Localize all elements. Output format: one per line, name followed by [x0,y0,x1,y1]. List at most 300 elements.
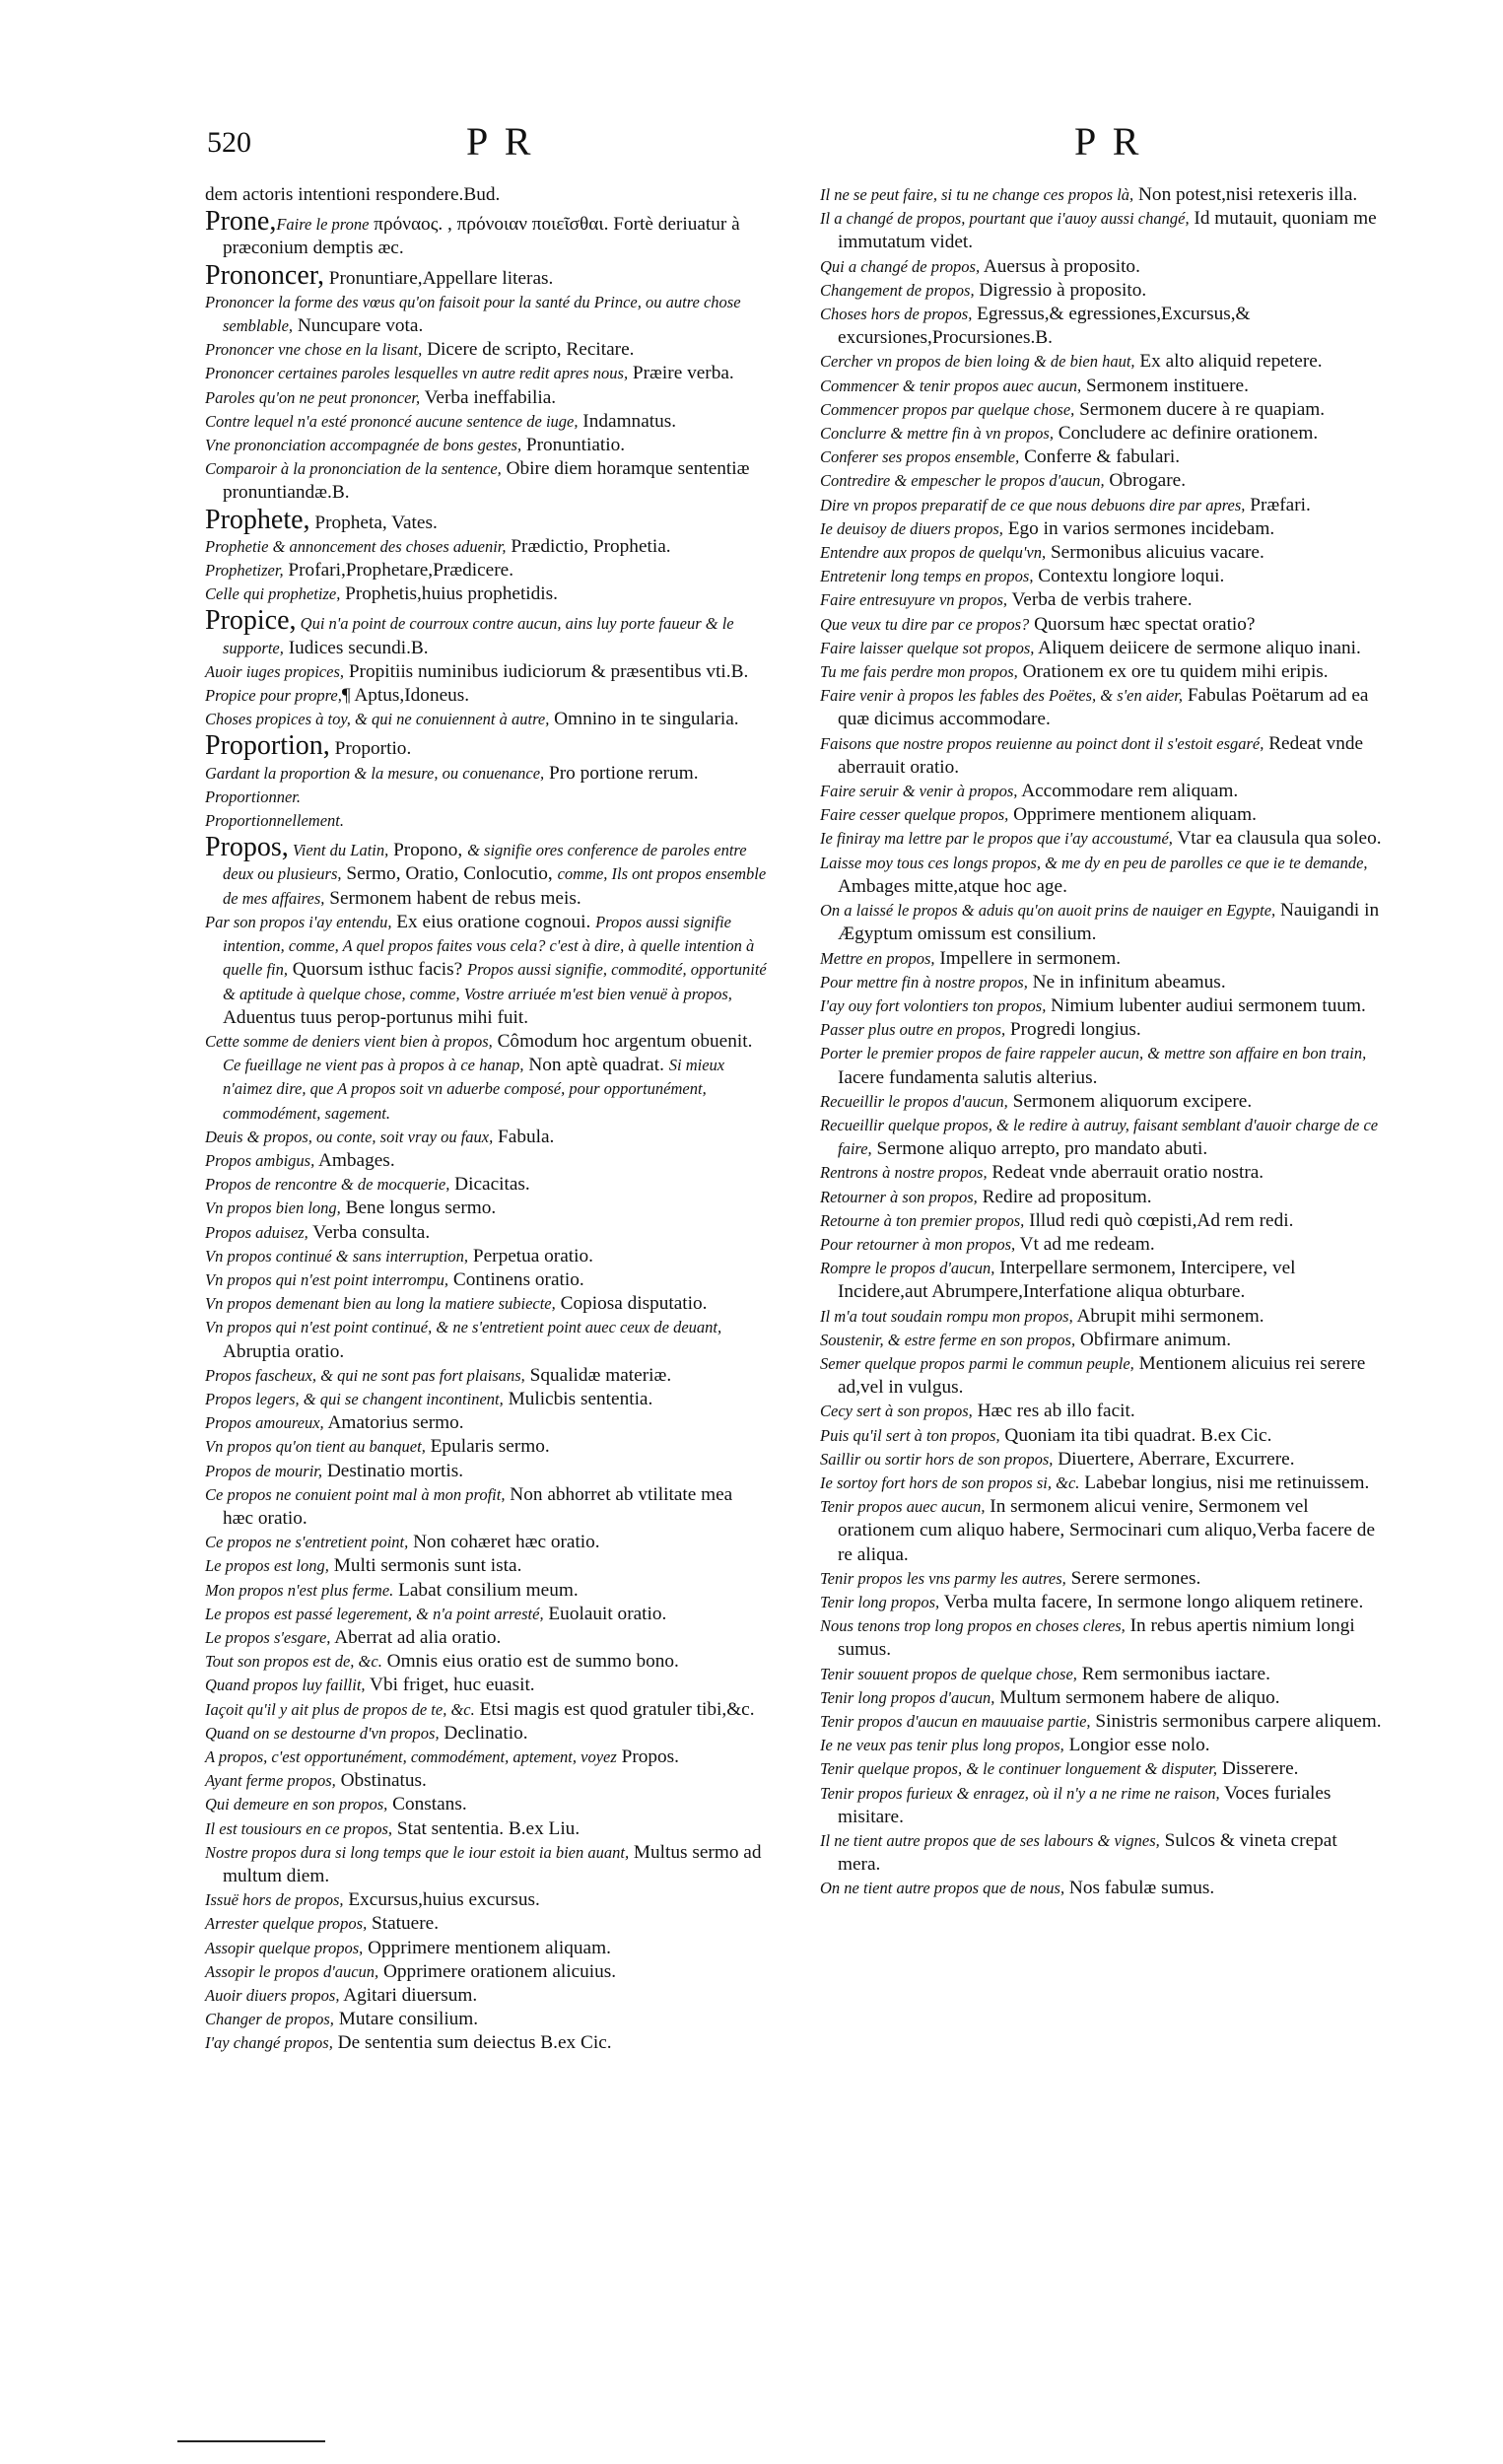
dictionary-entry [820,1161,1382,1185]
latin-gloss: Sermonem ducere à re quapiam. [1074,398,1326,420]
dictionary-entry [205,434,767,457]
french-phrase: Propos de mourir, [205,1461,323,1480]
dictionary-entry [820,517,1382,541]
french-phrase: Celle qui prophetize, [205,584,341,604]
dictionary-entry [205,1388,767,1411]
latin-gloss: Vt ad me redeam. [1015,1233,1155,1255]
latin-gloss: Omnis eius oratio est de summo bono. [381,1651,679,1673]
latin-gloss: Agitari diuersum. [339,1985,478,2007]
latin-gloss: Epularis sermo. [425,1436,550,1458]
dictionary-entry [205,1531,767,1554]
french-phrase: Retourne à ton premier propos, [820,1210,1025,1230]
latin-gloss: Prophetis,huius prophetidis. [340,583,558,605]
latin-gloss: Præire verba. [628,363,734,384]
dictionary-entry [820,565,1382,588]
french-phrase: Recueillir quelque propos, & le redire à autruy, faisant semblant d'auoir charge de ce faire, [820,1115,1379,1159]
dictionary-entry [820,350,1382,374]
dictionary-entry [820,780,1382,803]
french-phrase: Contre lequel n'a esté prononcé aucune sentence de iuge, [205,411,579,431]
latin-gloss: , πρόνοιαν ποιεῖσθαι. Fortè deriuatur à præconium demptis æc. [223,214,740,259]
dictionary-entry [820,1472,1382,1495]
french-phrase: Nostre propos dura si long temps que le iour estoit ia bien auant, [205,1842,630,1862]
latin-gloss: Cômodum hoc argentum obuenit. [492,1030,753,1052]
latin-gloss: Propos. [616,1746,679,1767]
dictionary-entry [205,1030,767,1126]
latin-gloss: Stat sententia. B.ex Liu. [392,1817,581,1839]
dictionary-entry [820,1495,1382,1567]
latin-gloss: Sermonem instituere. [1081,375,1249,396]
french-phrase: Auoir diuers propos, [205,1986,340,2006]
french-phrase: Vn propos qu'on tient au banquet, [205,1437,426,1457]
french-phrase: Tenir long propos d'aucun, [820,1687,995,1707]
dictionary-entry [820,255,1382,279]
dictionary-entry [205,606,767,659]
french-phrase: Vn propos continué & sans interruption, [205,1246,469,1266]
latin-gloss: Fabulas Poëtarum ad ea quæ dicimus accommodare. [838,685,1369,730]
french-phrase: Propos aussi signifie, commodité, opportunité & aptitude à quelque chose, comme, Vostre arriuée m'est bien venuë à propos, [223,960,767,1003]
latin-gloss: Mentionem alicuius rei serere ad,vel in vulgus. [838,1352,1366,1399]
latin-gloss: Redeat vnde aberrauit oratio. [838,732,1364,778]
french-phrase: Ie ne veux pas tenir plus long propos, [820,1736,1064,1755]
latin-gloss: Progredi longius. [1005,1019,1141,1041]
french-phrase: Laisse moy tous ces longs propos, & me dy en peu de parolles ce que ie te demande, [820,853,1368,872]
french-phrase: Propos fascheux, & qui ne sont pas fort plaisans, [205,1365,525,1385]
dictionary-entry [820,1710,1382,1734]
french-phrase: Retourner à son propos, [820,1187,978,1206]
latin-gloss: Profari,Prophetare,Prædicere. [283,560,514,582]
french-phrase: & signifie ores conference de paroles entre deux ou plusieurs, [223,841,747,884]
dictionary-entry [820,684,1382,731]
dictionary-entry [205,1221,767,1245]
french-phrase: Dire vn propos preparatif de ce que nous debuons dire par apres, [820,495,1246,514]
headword: Propos, [205,832,289,863]
french-phrase: Iaçoit qu'il y ait plus de propos de te, &c. [205,1699,475,1719]
latin-gloss: Amatorius sermo. [323,1412,464,1434]
dictionary-entry [820,445,1382,469]
latin-gloss: Obrogare. [1104,470,1187,492]
dictionary-entry [205,1603,767,1626]
headword: Proportion, [205,730,330,762]
latin-gloss: Ego in varios sermones incidebam. [1002,517,1275,539]
french-phrase: Par son propos i'ay entendu, [205,912,392,931]
dictionary-entry [205,1292,767,1316]
latin-gloss: Sinistris sermonibus carpere aliquem. [1090,1711,1382,1732]
dictionary-entry [205,410,767,434]
footer-rule [177,2440,325,2442]
dictionary-entry [820,1686,1382,1710]
dictionary-entry [205,1460,767,1483]
latin-gloss: Non potest,nisi retexeris illa. [1133,184,1358,205]
latin-gloss: Quorsum hæc spectat oratio? [1029,613,1256,635]
dictionary-entry [205,261,767,291]
latin-gloss: Nos fabulæ sumus. [1064,1878,1215,1899]
latin-gloss: Multum sermonem habere de aliquo. [994,1686,1280,1708]
dictionary-entry [820,1734,1382,1757]
dictionary-entry [820,803,1382,827]
french-phrase: Prononcer vne chose en la lisant, [205,340,423,360]
latin-gloss: In sermonem alicui venire, Sermonem vel orationem cum aliquo habere, Sermocinari cum aliquo,Verba facere de re aliqua. [838,1496,1375,1565]
latin-gloss: Constans. [387,1794,467,1815]
french-phrase: Prononcer certaines paroles lesquelles vn autre redit apres nous, [205,364,629,383]
french-phrase: Assopir quelque propos, [205,1938,364,1957]
dictionary-entry [820,1614,1382,1662]
latin-gloss: Pronuntiare,Appellare literas. [323,267,554,289]
dictionary-entry [820,947,1382,971]
latin-gloss: Quorsum isthuc facis? [287,959,468,981]
latin-gloss: Ex alto aliquid repetere. [1134,351,1323,373]
french-phrase: Ie sortoy fort hors de son propos si, &c. [820,1472,1080,1492]
latin-gloss: Propitiis numinibus iudiciorum & præsentibus vti.B. [344,660,749,682]
french-phrase: A propos, c'est opportunément, commodément, aptement, voyez [205,1747,617,1766]
french-phrase: Faire venir à propos les fables des Poëtes, & s'en aider, [820,686,1184,706]
french-phrase: Auoir iuges propices, [205,661,344,681]
dictionary-entry [820,637,1382,660]
dictionary-entry [205,1173,767,1197]
latin-gloss: Vbi friget, huc euasit. [365,1675,535,1696]
right-column [820,183,1382,1901]
dictionary-entry [205,762,767,786]
latin-gloss: Digressio à proposito. [974,279,1147,301]
latin-gloss: πρόναος. [369,214,447,236]
french-phrase: I'ay changé propos, [205,2033,333,2053]
dictionary-entry [205,1960,767,1984]
latin-gloss: Aliquem deiicere de sermone aliquo inani. [1034,637,1361,658]
latin-gloss: Sulcos & vineta crepat mera. [838,1830,1337,1876]
dictionary-entry [205,1769,767,1793]
dictionary-entry [820,1209,1382,1233]
dictionary-entry [205,731,767,761]
latin-gloss: dem actoris intentioni respondere.Bud. [205,184,501,205]
french-phrase: Il m'a tout soudain rompu mon propos, [820,1306,1073,1326]
latin-gloss: Aberrat ad alia oratio. [330,1626,502,1648]
left-column [205,183,767,2056]
dictionary-entry [205,809,767,833]
dictionary-entry [820,279,1382,303]
french-phrase: Changement de propos, [820,280,975,300]
dictionary-entry [820,1186,1382,1209]
dictionary-entry [820,1018,1382,1042]
french-phrase: Vne prononciation accompagnée de bons gestes, [205,436,522,455]
dictionary-entry [205,911,767,1030]
french-phrase: Le propos est long, [205,1556,329,1576]
dictionary-entry [205,506,767,535]
french-phrase: Paroles qu'on ne peut prononcer, [205,387,421,407]
french-phrase: Il ne tient autre propos que de ses labours & vignes, [820,1831,1160,1851]
french-phrase: Tenir propos les vns parmy les autres, [820,1568,1066,1588]
latin-gloss: Longior esse nolo. [1063,1735,1210,1756]
latin-gloss: Mutare consilium. [333,2009,479,2030]
french-phrase: Semer quelque propos parmi le commun peuple, [820,1353,1134,1373]
french-phrase: Le propos s'esgare, [205,1627,331,1647]
dictionary-entry [820,1567,1382,1591]
latin-gloss: Opprimere mentionem aliquam. [363,1937,611,1958]
dictionary-entry [820,398,1382,422]
latin-gloss: Verba de verbis trahere. [1007,589,1193,611]
dictionary-entry [205,1149,767,1173]
latin-gloss: Sermonem habent de rebus meis. [324,887,581,909]
dictionary-entry [205,1698,767,1722]
french-phrase: Changer de propos, [205,2010,334,2029]
dictionary-entry [205,1912,767,1936]
french-phrase: Nous tenons trop long propos en choses cleres, [820,1616,1126,1636]
dictionary-entry [205,207,767,260]
latin-gloss: Impellere in sermonem. [934,947,1122,969]
french-phrase: Proportionnellement. [205,811,344,831]
dictionary-entry [205,183,767,207]
dictionary-entry [820,1424,1382,1448]
french-phrase: Issuë hors de propos, [205,1890,344,1910]
french-phrase: Mettre en propos, [820,948,935,968]
french-phrase: Prophetie & annoncement des choses aduenir, [205,536,507,556]
dictionary-entry [205,362,767,385]
latin-gloss: Nauigandi in Ægyptum omissum est consilium. [838,900,1380,945]
dictionary-entry [205,786,767,809]
dictionary-entry [205,1435,767,1459]
latin-gloss: Verba ineffabilia. [420,386,557,408]
dictionary-entry [820,183,1382,207]
french-phrase: Contredire & empescher le propos d'aucun, [820,471,1105,491]
french-phrase: Propos amoureux, [205,1413,324,1433]
dictionary-entry [205,1364,767,1388]
left-running-head: P R [466,119,535,164]
latin-gloss: In rebus apertis nimium longi sumus. [838,1615,1355,1661]
french-phrase: Ie deuisoy de diuers propos, [820,518,1003,538]
dictionary-entry [820,1114,1382,1161]
french-phrase: Qui n'a point de courroux contre aucun, ains luy porte faueur & le supporte, [223,614,734,657]
latin-gloss: Auersus à proposito. [980,255,1140,277]
french-phrase: Qui a changé de propos, [820,256,981,276]
dictionary-entry [820,732,1382,780]
french-phrase: Proportionner. [205,787,302,806]
dictionary-entry [205,338,767,362]
french-phrase: Arrester quelque propos, [205,1914,368,1934]
latin-gloss: Voces furiales misitare. [838,1782,1332,1827]
dictionary-entry [820,827,1382,851]
latin-gloss: Iacere fundamenta salutis alterius. [838,1066,1098,1088]
dictionary-entry [205,1984,767,2008]
latin-gloss: De sententia sum deiectus B.ex Cic. [332,2032,612,2054]
french-phrase: Tout son propos est de, &c. [205,1652,382,1672]
dictionary-entry [820,494,1382,517]
dictionary-entry [820,303,1382,350]
french-phrase: Ce fueillage ne vient pas à propos à ce hanap, [223,1056,524,1075]
french-phrase: Conclurre & mettre fin à vn propos, [820,424,1054,444]
french-phrase: Faire seruir & venir à propos, [820,782,1018,801]
french-phrase: Pour mettre fin à nostre propos, [820,972,1028,992]
french-phrase: Tenir propos furieux & enragez, où il n'y a ne rime ne raison, [820,1783,1220,1803]
french-phrase: Il ne se peut faire, si tu ne change ces propos là, [820,185,1134,204]
french-phrase: Deuis & propos, ou conte, soit vray ou faux, [205,1127,494,1146]
dictionary-entry [205,559,767,582]
latin-gloss: Nimium lubenter audiui sermonem tuum. [1046,994,1366,1016]
latin-gloss: Verba consulta. [307,1221,431,1243]
latin-gloss: Abrupit mihi sermonem. [1072,1305,1264,1327]
french-phrase: Rentrons à nostre propos, [820,1163,988,1183]
french-phrase: Gardant la proportion & la mesure, ou conuenance, [205,763,545,783]
french-phrase: Il a changé de propos, pourtant que i'auoy aussi changé, [820,209,1190,229]
latin-gloss: ¶ [341,685,355,707]
french-phrase: Prononcer la forme des vœus qu'on faisoit pour la santé du Prince, ou autre chose semblable, [205,292,741,336]
dictionary-entry [205,1841,767,1888]
latin-gloss: Non cohæret hæc oratio. [408,1532,600,1553]
french-phrase: Qui demeure en son propos, [205,1795,388,1814]
dictionary-entry [820,588,1382,612]
dictionary-entry [820,375,1382,398]
latin-gloss: Continens oratio. [448,1268,584,1290]
french-phrase: Entendre aux propos de quelqu'vn, [820,543,1047,563]
dictionary-entry [205,1316,767,1363]
latin-gloss: Obfirmare animum. [1075,1329,1232,1350]
latin-gloss: Dicere de scripto, Recitare. [422,339,635,361]
dictionary-entry [820,899,1382,946]
latin-gloss: Proportio. [329,738,412,760]
latin-gloss: Multus sermo ad multum diem. [223,1841,762,1887]
french-phrase: Tenir propos d'aucun en mauuaise partie, [820,1712,1091,1731]
french-phrase: Conferer ses propos ensemble, [820,447,1020,467]
latin-gloss: Id mutauit, quoniam me immutatum videt. [838,208,1377,253]
latin-gloss: Declinatio. [439,1722,528,1744]
latin-gloss: Sermonem aliquorum excipere. [1007,1090,1253,1112]
french-phrase: Propos legers, & qui se changent incontinent, [205,1389,504,1408]
dictionary-entry [205,1650,767,1674]
latin-gloss: Multi sermonis sunt ista. [328,1555,522,1577]
dictionary-entry [820,1400,1382,1423]
latin-gloss: Egressus,& egressiones,Excursus,& excursiones,Procursiones.B. [838,304,1251,349]
latin-gloss: Vtar ea clausula qua soleo. [1172,828,1382,850]
dictionary-entry [820,1352,1382,1400]
dictionary-entry [205,2031,767,2055]
dictionary-entry [205,1937,767,1960]
latin-gloss: Pronuntiatio. [521,435,626,456]
latin-gloss: Nuncupare vota. [293,315,424,337]
french-phrase: Ce propos ne conuient point mal à mon profit, [205,1484,506,1504]
dictionary-entry [820,1329,1382,1352]
dictionary-entry [820,994,1382,1018]
french-phrase: Entretenir long temps en propos, [820,567,1034,586]
french-phrase: Que veux tu dire par ce propos? [820,614,1030,634]
headword: Prophete, [205,504,310,535]
page-header [0,116,1503,175]
latin-gloss: Euolauit oratio. [543,1603,667,1624]
latin-gloss: Statuere. [367,1913,440,1935]
french-phrase: Vn propos demenant bien au long la matiere subiecte, [205,1294,556,1314]
french-phrase: Commencer propos par quelque chose, [820,399,1075,419]
french-phrase: Propos aussi signifie intention, comme, A quel propos faites vous cela? c'est à dire, à quelle intention à quelle fin, [223,912,755,980]
dictionary-entry [820,541,1382,565]
french-phrase: Quand on se destourne d'vn propos, [205,1723,440,1743]
french-phrase: Prophetizer, [205,561,284,581]
dictionary-entry [205,684,767,708]
latin-gloss: Conferre & fabulari. [1019,446,1181,468]
right-running-head: P R [1074,119,1143,164]
latin-gloss: Opprimere orationem alicuius. [378,1960,617,1982]
french-phrase: Tenir quelque propos, & le continuer longuement & disputer, [820,1759,1218,1779]
dictionary-entry [205,1722,767,1745]
dictionary-entry [820,660,1382,684]
french-phrase: Vn propos qui n'est point interrompu, [205,1269,449,1289]
french-phrase: Faire le prone [276,215,370,235]
latin-gloss: Labebar longius, nisi me retinuissem. [1079,1472,1370,1493]
latin-gloss: Fabula. [493,1126,555,1147]
latin-gloss: Illud redi quò cœpisti,Ad rem redi. [1024,1209,1294,1231]
latin-gloss: Contextu longiore loqui. [1033,566,1225,587]
french-phrase: Comparoir à la prononciation de la sentence, [205,459,502,479]
french-phrase: Soustenir, & estre ferme en son propos, [820,1330,1076,1349]
french-phrase: Il est tousiours en ce propos, [205,1818,393,1838]
headword: Prononcer, [205,259,324,291]
latin-gloss: Bene longus sermo. [340,1198,497,1219]
latin-gloss: Omnino in te singularia. [549,709,739,730]
latin-gloss: Serere sermones. [1065,1567,1201,1589]
latin-gloss: Abruptia oratio. [223,1340,345,1362]
french-phrase: Choses hors de propos, [820,305,973,324]
french-phrase: Tenir souuent propos de quelque chose, [820,1664,1077,1683]
french-phrase: Commencer & tenir propos auec aucun, [820,376,1082,395]
latin-gloss: Squalidæ materiæ. [524,1364,672,1386]
french-phrase: Passer plus outre en propos, [820,1020,1006,1040]
french-phrase: Cercher vn propos de bien loing & de bien haut, [820,352,1135,372]
dictionary-entry [820,469,1382,493]
latin-gloss: Non aptè quadrat. [523,1055,669,1076]
dictionary-entry [205,1268,767,1292]
french-phrase: I'ay ouy fort volontiers ton propos, [820,995,1047,1015]
french-phrase: Cecy sert à son propos, [820,1402,973,1421]
french-phrase: Vn propos bien long, [205,1198,341,1218]
french-phrase: Faire entresuyure vn propos, [820,590,1008,610]
french-phrase: Propos de rencontre & de mocquerie, [205,1175,450,1195]
dictionary-entry [205,535,767,559]
dictionary-entry [820,1829,1382,1877]
dictionary-entry [205,1793,767,1816]
latin-gloss: Labat consilium meum. [393,1579,579,1601]
dictionary-entry [205,1745,767,1769]
dictionary-entry [205,2008,767,2031]
dictionary-entry [205,1554,767,1578]
latin-gloss: Orationem ex ore tu quidem mihi eripis. [1017,661,1329,683]
french-phrase: Ie finiray ma lettre par le propos que i'ay accoustumé, [820,829,1173,849]
dictionary-entry [820,852,1382,899]
french-phrase: Faisons que nostre propos reuienne au poinct dont il s'estoit esgaré, [820,733,1264,753]
latin-gloss: Dicacitas. [449,1174,530,1196]
french-phrase: Tenir propos auec aucun, [820,1497,986,1517]
dictionary-entry [820,1877,1382,1900]
latin-gloss: Ambages. [314,1149,395,1171]
french-phrase: Puis qu'il sert à ton propos, [820,1425,1000,1445]
dictionary-entry [205,1411,767,1435]
dictionary-entry [205,1817,767,1841]
dictionary-entry [205,1674,767,1697]
dictionary-entry [820,1042,1382,1089]
latin-gloss: Concludere ac definire orationem. [1053,423,1319,445]
latin-gloss: Verba multa facere, In sermone longo aliquem retinere. [939,1591,1364,1612]
latin-gloss: Opprimere mentionem aliquam. [1008,804,1257,826]
latin-gloss: Quoniam ita tibi quadrat. B.ex Cic. [999,1424,1272,1446]
latin-gloss: Disserere. [1217,1758,1299,1780]
dictionary-entry [205,386,767,410]
dictionary-entry [820,422,1382,445]
french-phrase: Porter le premier propos de faire rappeler aucun, & mettre son affaire en bon train, [820,1044,1367,1063]
dictionary-entry [820,1257,1382,1304]
french-phrase: Mon propos n'est plus ferme. [205,1580,394,1600]
dictionary-entry [820,1233,1382,1257]
latin-gloss: Ambages mitte,atque hoc age. [838,875,1067,897]
dictionary-entry [205,582,767,606]
french-phrase: Pour retourner à mon propos, [820,1234,1016,1254]
dictionary-entry [820,971,1382,994]
latin-gloss: Sermone aliquo arrepto, pro mandato abuti. [871,1138,1208,1160]
dictionary-entry [205,833,767,911]
latin-gloss: Prædictio, Prophetia. [506,535,671,557]
